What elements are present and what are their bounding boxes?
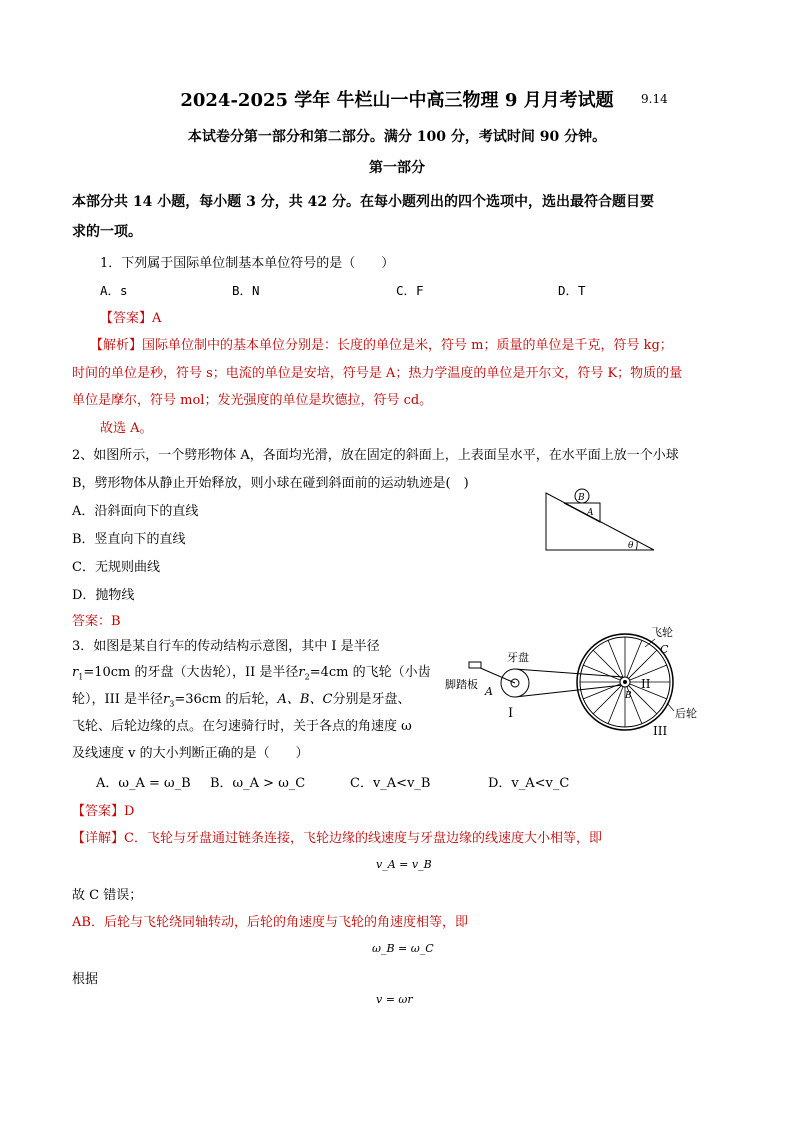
bicycle-transmission-figure [445,625,715,740]
q3-point-names: A、B、C [277,692,333,707]
equation-va-vb: v_A = v_B [376,858,432,871]
r1-subscript: 1 [78,672,84,682]
wedge-label: A [587,508,594,518]
q3-conclusion-c: 故 C 错误； [72,888,143,903]
q2-option-c: C．无规则曲线 [72,560,160,575]
q3-detail-tag: 【详解】 [72,831,125,846]
q3-option-d: D．v_A<v_C [488,776,570,791]
q1-analysis-line-2: 时间的单位是秒，符号 s；电流的单位是安培，符号是 A；热力学温度的单位是开尔文，符号 K；物质的量 [72,366,683,381]
q1-analysis-line-1 [90,334,673,353]
q1-analysis-text-1: 国际单位制中的基本单位分别是：长度的单位是米，符号 m；质量的单位是千克，符号 kg； [142,338,673,353]
point-c-label: C [660,643,669,656]
q1-option-b: B．N [232,283,260,298]
q1-option-c: C．F [396,283,424,298]
rear-wheel-label: 后轮 [675,707,697,720]
q3-option-a: A．ω_A = ω_B [96,776,191,791]
roman-ii-label: II [641,677,651,691]
ball-label: B [578,493,585,503]
wedge-a [564,503,600,522]
q2-option-d: D．抛物线 [72,588,135,603]
roman-i-label: I [508,706,514,721]
q2-option-a: A．沿斜面向下的直线 [72,504,199,519]
q1-conclusion: 故选 A。 [100,421,153,436]
part-instruction-line-2: 求的一项。 [72,224,142,240]
chainring-label: 牙盘 [507,651,529,664]
equation-v-wr: v = ωr [376,993,413,1006]
q1-option-a: A．s [100,283,128,298]
q3-stem-line-3-b: =36cm 的后轮， [174,692,278,707]
q3-option-b: B．ω_A > ω_C [210,776,306,791]
q3-stem-line-3 [72,688,410,709]
r1-symbol: r [72,665,79,680]
q1-analysis-tag: 【解析】 [90,338,143,353]
chain-upper [515,669,623,677]
q3-answer: 【答案】D [72,804,135,819]
q3-stem-line-1: 3．如图是某自行车的传动结构示意图，其中 I 是半径 [72,639,380,654]
q2-stem-line-2: B，劈形物体从静止开始释放，则小球在碰到斜面前的运动轨迹是( ) [72,476,469,491]
q3-stem-line-2-text: =10cm 的牙盘（大齿轮），II 是半径 [83,665,299,680]
equation-wb-wc: ω_B = ω_C [372,942,434,955]
q3-stem-line-4: 飞轮、后轮边缘的点。在匀速骑行时，关于各点的角速度 ω [72,719,412,734]
q3-stem-line-5: 及线速度 v 的大小判断正确的是（ ） [72,746,309,761]
pedal [469,662,481,668]
q1-option-d: D．T [558,283,586,298]
angle-label: θ [628,541,634,551]
flywheel-label: 飞轮 [651,626,673,639]
point-b-label: B [625,691,632,701]
part-instruction-line-1: 本部分共 14 小题，每小题 3 分，共 42 分。在每小题列出的四个选项中，选出最符合题目要 [72,194,654,210]
incline-wedge-figure [540,485,660,555]
exam-intro: 本试卷分第一部分和第二部分。满分 100 分，考试时间 90 分钟。 [187,129,607,145]
r3-subscript: 3 [169,699,175,709]
pedal-label: 脚踏板 [445,678,478,691]
q3-option-c: C．v_A<v_B [350,776,431,791]
point-a-label: A [485,685,493,698]
q3-basis: 根据 [72,972,99,987]
q2-option-b: B．竖直向下的直线 [72,532,186,547]
q3-detail-text-1: C．飞轮与牙盘通过链条连接，飞轮边缘的线速度与牙盘边缘的线速度大小相等，即 [124,831,602,846]
q1-answer: 【答案】A [100,311,162,326]
q2-stem-line-1: 2、如图所示，一个劈形物体 A，各面均光滑，放在固定的斜面上，上表面呈水平，在水平面上放一个小球 [72,448,679,463]
q1-analysis-line-3: 单位是摩尔，符号 mol；发光强度的单位是坎德拉，符号 cd。 [72,393,433,408]
q3-stem-line-2 [72,661,431,682]
r2-symbol: r [298,665,305,680]
q3-detail-line-1 [72,827,602,846]
q2-answer: 答案：B [72,614,121,629]
roman-iii-label: III [653,724,668,738]
rear-wheel-leader [667,703,674,711]
r3-symbol: r [163,692,170,707]
q3-stem-line-2-tail: =4cm 的飞轮（小齿 [309,665,431,680]
rear-axle [623,680,627,684]
q3-stem-line-3-d: 分别是牙盘、 [332,692,411,707]
page-title: 2024-2025 学年 牛栏山一中高三物理 9 月月考试题 [180,90,614,111]
r2-subscript: 2 [304,672,310,682]
chain-lower [515,685,623,697]
q3-stem-line-3-a: 轮），III 是半径 [72,692,164,707]
exam-date: 9.14 [641,92,668,106]
angle-arc [636,541,637,550]
q3-detail-line-2: AB．后轮与飞轮绕同轴转动，后轮的角速度与飞轮的角速度相等，即 [72,915,468,930]
q1-stem: 1．下列属于国际单位制基本单位符号的是（ ） [100,256,395,271]
part-heading: 第一部分 [369,160,425,176]
